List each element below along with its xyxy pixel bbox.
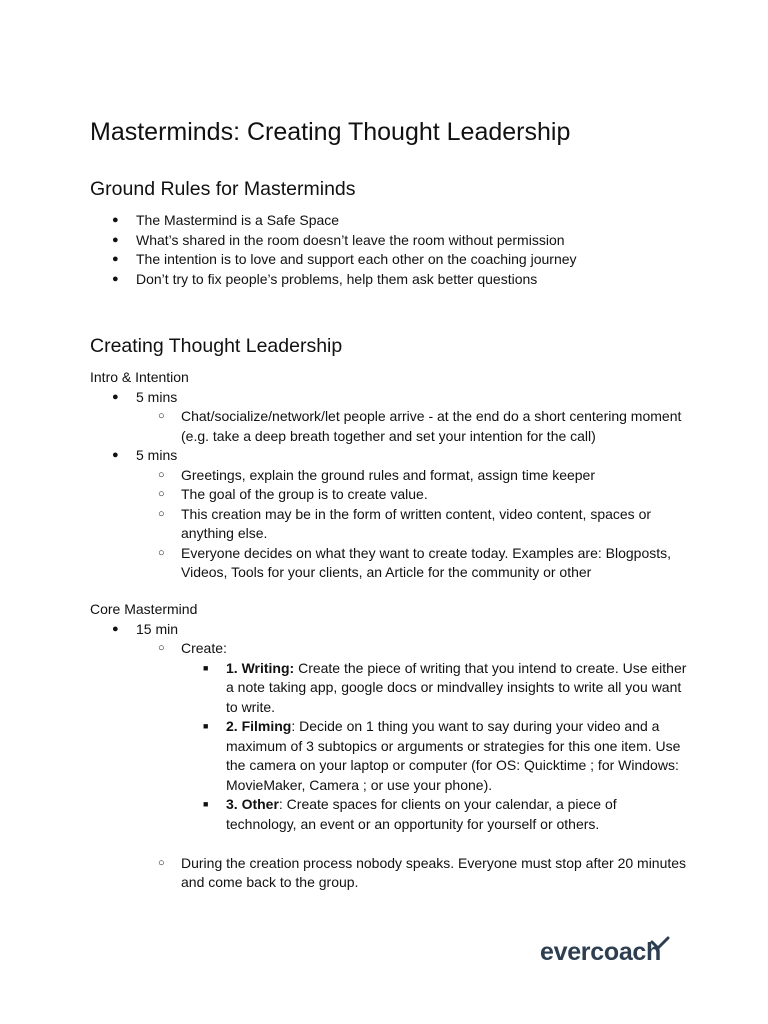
bullet-icon: ● (112, 253, 119, 265)
square-bullet-icon: ■ (203, 721, 209, 731)
list-item: ■ 2. Filming: Decide on 1 thing you want to say during your video and a maximum of 3 subtopics or arguments or strategies for this one item. Use the camera on your laptop or computer (for OS: Quicktime ; for Windows: MovieMaker, Camera ; or use your phone). (203, 718, 681, 793)
evercoach-logo: evercoach (540, 938, 661, 966)
circle-bullet-icon: ○ (158, 546, 165, 559)
square-bullet-icon: ■ (203, 662, 209, 673)
list-item: ● 15 min (90, 620, 690, 640)
list-item: ○ The goal of the group is to create value. (90, 485, 690, 505)
circle-bullet-icon: ○ (158, 507, 165, 520)
circle-bullet-icon: ○ (158, 642, 165, 654)
core-list (90, 620, 690, 893)
list-item: ■ 1. Writing: Create the piece of writing that you intend to create. Use either a note taking app, google docs or mindvalley insights to write all you want to write. (203, 659, 687, 715)
intro-section (90, 368, 690, 583)
bullet-icon: ● (112, 622, 119, 635)
bullet-icon: ● (112, 214, 119, 226)
list-item: ○ Chat/socialize/network/let people arrive - at the end do a short centering moment (e.g. take a deep breath together and set your intention for the call) (158, 408, 682, 444)
intro-list (90, 388, 690, 583)
list-item: ○ Create: (90, 639, 690, 659)
list-item: ○ This creation may be in the form of written content, video content, spaces or anything else. (158, 505, 652, 541)
creating-heading: Creating Thought Leadership (90, 335, 343, 357)
list-item: ○ Everyone decides on what they want to create today. Examples are: Blogposts, Videos, Tools for your clients, an Article for the community or other (158, 544, 672, 580)
list-item: ● The intention is to love and support each other on the coaching journey (90, 250, 690, 270)
square-bullet-icon: ■ (203, 799, 209, 809)
page-title: Masterminds: Creating Thought Leadership (90, 118, 571, 146)
list-item: ● The Mastermind is a Safe Space (90, 211, 690, 231)
circle-bullet-icon: ○ (158, 410, 165, 422)
intro-label: Intro & Intention (90, 369, 189, 385)
circle-bullet-icon: ○ (158, 488, 165, 500)
ground-rules-list (90, 211, 690, 289)
circle-bullet-icon: ○ (158, 468, 165, 481)
evercoach-checkmark-icon (650, 936, 670, 952)
bullet-icon: ● (112, 272, 119, 285)
bullet-icon: ● (112, 449, 119, 461)
bullet-icon: ● (112, 390, 119, 403)
bullet-icon: ● (112, 233, 119, 246)
list-item: ● 5 mins (90, 446, 690, 466)
list-item: ● What’s shared in the room doesn’t leave the room without permission (90, 231, 690, 251)
list-item: ■ 3. Other: Create spaces for clients on your calendar, a piece of technology, an event or an opportunity for yourself or others. (203, 796, 617, 832)
core-label: Core Mastermind (90, 601, 198, 617)
list-item: ○ Greetings, explain the ground rules and format, assign time keeper (90, 466, 690, 486)
circle-bullet-icon: ○ (158, 856, 165, 869)
list-item: ○ During the creation process nobody speaks. Everyone must stop after 20 minutes and come back to the group. (158, 854, 687, 890)
list-item: ● 5 mins (90, 388, 690, 408)
core-section (90, 600, 690, 893)
ground-rules-heading: Ground Rules for Masterminds (90, 178, 356, 200)
list-item: ● Don’t try to fix people’s problems, help them ask better questions (90, 270, 690, 290)
